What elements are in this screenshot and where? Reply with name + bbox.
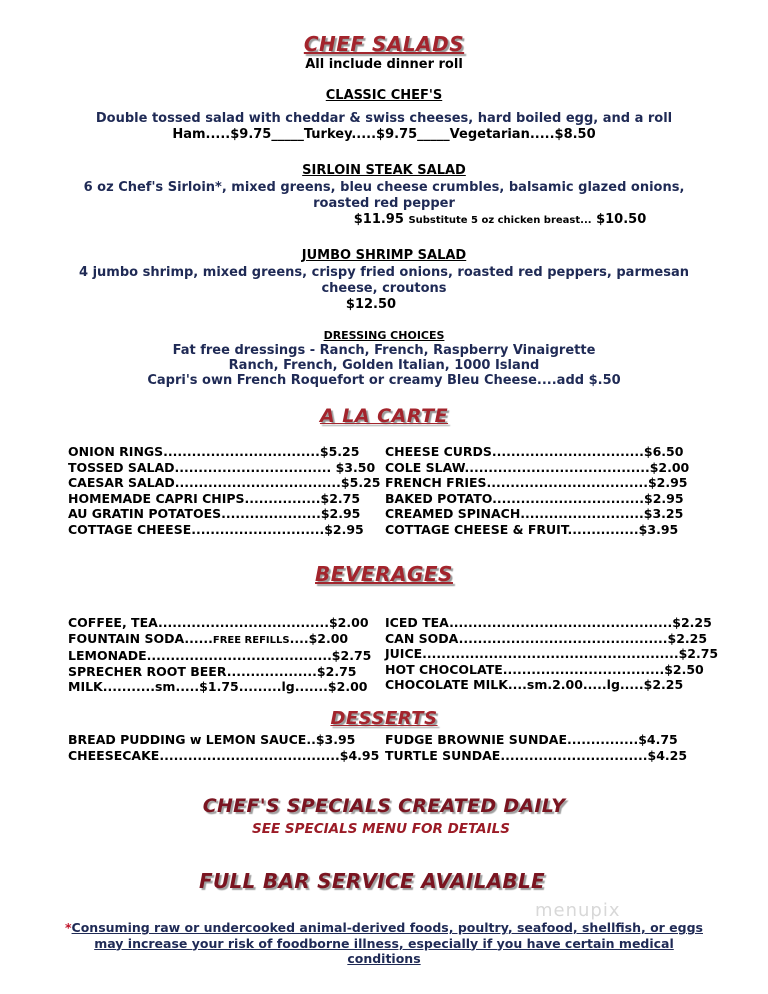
- menu-item: COLE SLAW.......................................$2.00: [385, 459, 690, 475]
- menu-item: AU GRATIN POTATOES.....................$2.95: [68, 506, 361, 521]
- beverages-right-column: [385, 615, 718, 693]
- dressing-line2: Ranch, French, Golden Italian, 1000 Island: [228, 358, 540, 373]
- classic-chef-title: CLASSIC CHEF'S: [325, 88, 443, 103]
- beverages-heading: BEVERAGES: [315, 562, 453, 586]
- menu-item: LEMONADE.......................................$2.75: [68, 648, 372, 663]
- fountain-soda-price: ....$2.00: [289, 630, 349, 646]
- sirloin-price-line: [116, 212, 768, 227]
- shrimp-description-line2: cheese, croutons: [321, 281, 447, 296]
- menu-item: BREAD PUDDING w LEMON SAUCE..$3.95: [68, 732, 356, 747]
- desserts-right-column: [385, 732, 687, 763]
- disclaimer-asterisk: *: [65, 920, 72, 935]
- classic-chef-prices: Ham.....$9.75_____Turkey.....$9.75_____Vegetarian.....$8.50: [172, 127, 596, 142]
- menu-item: CAESAR SALAD...................................$5.25: [68, 475, 381, 490]
- menu-item: TURTLE SUNDAE...............................$4.25: [385, 747, 688, 763]
- shrimp-salad-price: $12.50: [345, 297, 397, 312]
- shrimp-description-line1: 4 jumbo shrimp, mixed greens, crispy fried onions, roasted red peppers, parmesan: [79, 265, 689, 280]
- sirloin-description-line2: roasted red pepper: [313, 196, 455, 211]
- dinner-roll-note: All include dinner roll: [305, 57, 463, 72]
- a-la-carte-heading: A LA CARTE: [319, 405, 449, 427]
- menu-item: CHEESECAKE......................................$4.95: [68, 747, 380, 763]
- menu-item: HOT CHOCOLATE..................................$2.50: [385, 661, 704, 677]
- sirloin-salad-title: SIRLOIN STEAK SALAD: [302, 163, 466, 178]
- chicken-substitute-price: $10.50: [596, 212, 647, 227]
- dressing-choices-title: DRESSING CHOICES: [323, 329, 445, 342]
- chef-salads-heading: CHEF SALADS: [303, 32, 465, 56]
- menu-item: CHEESE CURDS................................$6.50: [385, 444, 684, 459]
- menu-item-fountain-soda: [68, 631, 371, 649]
- chicken-substitute-text: Substitute 5 oz chicken breast...: [408, 215, 592, 226]
- sirloin-description-line1: 6 oz Chef's Sirloin*, mixed greens, bleu cheese crumbles, balsamic glazed onions,: [83, 180, 685, 195]
- desserts-heading: DESSERTS: [330, 708, 438, 729]
- a-la-carte-right-column: [385, 444, 689, 537]
- dressing-line1: Fat free dressings - Ranch, French, Raspberry Vinaigrette: [172, 343, 596, 358]
- disclaimer-text: Consuming raw or undercooked animal-derived foods, poultry, seafood, shellfish, or eggs may increase your risk of foodborne illness, especially if you have certain medical conditions: [71, 920, 703, 966]
- menu-item: SPRECHER ROOT BEER...................$2.75: [68, 663, 357, 679]
- shrimp-salad-title: JUMBO SHRIMP SALAD: [301, 248, 467, 263]
- menu-item: BAKED POTATO................................$2.95: [385, 490, 684, 506]
- chefs-specials-heading: CHEF'S SPECIALS CREATED DAILY: [202, 795, 566, 817]
- menu-item: FRENCH FRIES..................................$2.95: [385, 475, 688, 490]
- menu-item: CHOCOLATE MILK....sm.2.00.....lg.....$2.25: [385, 677, 684, 692]
- menu-item: COTTAGE CHEESE............................$2.95: [68, 521, 364, 537]
- menupix-watermark: menupix: [535, 900, 621, 921]
- sirloin-price: $11.95: [353, 212, 404, 227]
- specials-menu-note: SEE SPECIALS MENU FOR DETAILS: [252, 821, 510, 837]
- menu-item: COTTAGE CHEESE & FRUIT...............$3.95: [385, 521, 679, 537]
- menu-item: MILK...........sm.....$1.75.........lg.......$2.00: [68, 679, 368, 694]
- beverages-left-column: [68, 615, 371, 695]
- menu-item: TOSSED SALAD................................. $3.50: [68, 459, 376, 475]
- menu-item: ONION RINGS.................................$5.25: [68, 444, 360, 459]
- menu-item: FUDGE BROWNIE SUNDAE...............$4.75: [385, 732, 678, 747]
- menu-item: CAN SODA............................................$2.25: [385, 630, 708, 646]
- menu-item: JUICE......................................................$2.75: [385, 646, 719, 661]
- dressing-line3: Capri's own French Roquefort or creamy Bleu Cheese....add $.50: [147, 373, 621, 388]
- menu-item: ICED TEA...............................................$2.25: [385, 615, 712, 630]
- classic-chef-description: Double tossed salad with cheddar & swiss cheeses, hard boiled egg, and a roll: [95, 111, 673, 126]
- a-la-carte-left-column: [68, 444, 380, 537]
- menu-item: CREAMED SPINACH..........................$3.25: [385, 506, 684, 521]
- menu-item: COFFEE, TEA....................................$2.00: [68, 615, 369, 630]
- foodborne-illness-disclaimer: [60, 920, 708, 967]
- menu-item: HOMEMADE CAPRI CHIPS................$2.75: [68, 490, 361, 506]
- desserts-left-column: [68, 732, 379, 763]
- full-bar-heading: FULL BAR SERVICE AVAILABLE: [199, 869, 545, 893]
- free-refills-note: FREE REFILLS: [212, 634, 290, 646]
- fountain-soda-label: FOUNTAIN SODA......: [68, 630, 213, 646]
